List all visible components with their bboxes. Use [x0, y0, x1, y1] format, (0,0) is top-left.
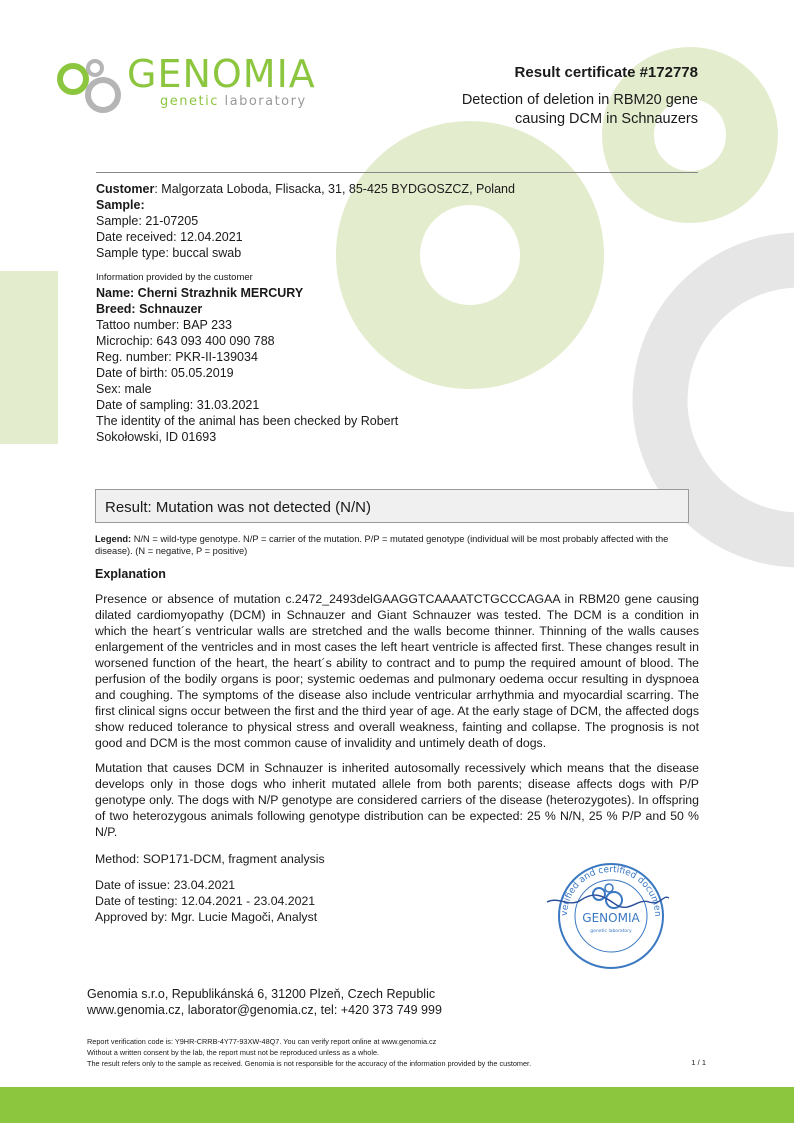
page-number: 1 / 1: [691, 1058, 706, 1067]
animal-sex: Sex: male: [96, 382, 152, 396]
explanation-title: Explanation: [95, 567, 166, 581]
customer-sample-block: [96, 181, 515, 261]
certificate-title: Result certificate #172778: [514, 64, 698, 81]
verification-code: Report verification code is: Y9HR-CRRB-4Y77-93XW-48Q7. You can verify report online at www.genomia.cz: [87, 1037, 437, 1046]
animal-info-block: [96, 271, 398, 445]
animal-identity-line1: The identity of the animal has been checked by Robert: [96, 414, 399, 428]
stamp-arc-text: verified and certified documen: [559, 864, 663, 917]
bottom-green-bar: [0, 1087, 794, 1123]
result-box: Result: Mutation was not detected (N/N): [95, 489, 689, 523]
date-of-testing: Date of testing: 12.04.2021 - 23.04.2021: [95, 894, 316, 908]
explanation-paragraph-2: Mutation that causes DCM in Schnauzer is inherited autosomally recessively which means that the disease develops only in those dogs who inherit mutated allele from both parents; disease affects dogs with P/P genotype only. The dogs with N/P genotype are considered carriers of the disease (heterozygotes). In offspring of two heterozygous animals following genotype distribution can be expected: 25 % N/N, 25 % P/P and 50 % N/P.: [95, 761, 699, 839]
animal-breed: Breed: Schnauzer: [96, 302, 203, 316]
method-line: Method: SOP171-DCM, fragment analysis: [95, 852, 325, 866]
disclaimer: The result refers only to the sample as received. Genomia is not responsible for the accuracy of the information provided by the customer.: [87, 1059, 532, 1068]
animal-tattoo: Tattoo number: BAP 233: [96, 318, 232, 332]
header-divider: [96, 172, 698, 173]
brand-name: GENOMIA: [127, 52, 316, 96]
left-green-panel: [0, 271, 58, 444]
brand-tagline: genetic laboratory: [160, 94, 307, 109]
sample-heading: Sample:: [96, 198, 145, 212]
sample-type: Sample type: buccal swab: [96, 246, 242, 260]
explanation-paragraph-1: Presence or absence of mutation c.2472_2493delGAAGGTCAAAATCTGCCCAGAA in RBM20 gene causing dilated cardiomyopathy (DCM) in Schnauzer and Giant Schnauzer was tested. The DCM is a condition in which the heart´s ventricular walls are stretched and the walls become thinner. Thinning of the walls causes enlargement of the ventricles and in most cases the left heart ventricle is affected first. These changes result in worsened function of the heart, the heart´s ability to contract and to pump the required amount of blood. The perfusion of the bodily organs is poor; systemic oedemas and pulmonary oedema occur resulting in dyspnoea and coughing. The symptoms of the disease also include ventricular arrhythmia and myocardial scarring. The first clinical signs occur between the first and the third year of age. At the early stage of DCM, the affected dogs show reduced tolerance to physical stress and overall weakness, fainting and collapse. The prognosis is not good and DCM is the most common cause of invalidity and untimely death of dogs.: [95, 592, 700, 750]
animal-dob: Date of birth: 05.05.2019: [96, 366, 234, 380]
sample-number: Sample: 21-07205: [96, 214, 199, 228]
consent-note: Without a written consent by the lab, the report must not be reproduced unless as a whole.: [87, 1048, 380, 1057]
certification-stamp: [545, 850, 675, 970]
genomia-logo-icon: [55, 55, 130, 117]
animal-reg-number: Reg. number: PKR-II-139034: [96, 350, 258, 364]
certificate-subtitle: Detection of deletion in RBM20 gene causing DCM in Schnauzers: [461, 92, 698, 127]
animal-name: Name: Cherni Strazhnik MERCURY: [96, 286, 304, 300]
approved-by: Approved by: Mgr. Lucie Magoči, Analyst: [95, 910, 318, 924]
sample-date-received: Date received: 12.04.2021: [96, 230, 243, 244]
customer-line: Customer: Malgorzata Loboda, Flisacka, 31, 85-425 BYDGOSZCZ, Poland: [96, 182, 515, 196]
date-of-issue: Date of issue: 23.04.2021: [95, 878, 236, 892]
stamp-name: GENOMIA: [582, 911, 640, 925]
legend: Legend: N/N = wild-type genotype. N/P = carrier of the mutation. P/P = mutated genotype (individual will be most probably affected with the disease). (N = negative, P = positive): [95, 534, 669, 556]
info-note: Information provided by the customer: [96, 272, 253, 283]
stamp-sub: genetic laboratory: [590, 929, 632, 934]
animal-microchip: Microchip: 643 093 400 090 788: [96, 334, 275, 348]
animal-identity-line2: Sokołowski, ID 01693: [96, 430, 217, 444]
footer-fine-print: [87, 1036, 707, 1069]
animal-sampling-date: Date of sampling: 31.03.2021: [96, 398, 260, 412]
footer-address: Genomia s.r.o, Republikánská 6, 31200 Plzeň, Czech Republic www.genomia.cz, laborator@genomia.cz, tel: +420 373 749 999: [87, 987, 442, 1017]
